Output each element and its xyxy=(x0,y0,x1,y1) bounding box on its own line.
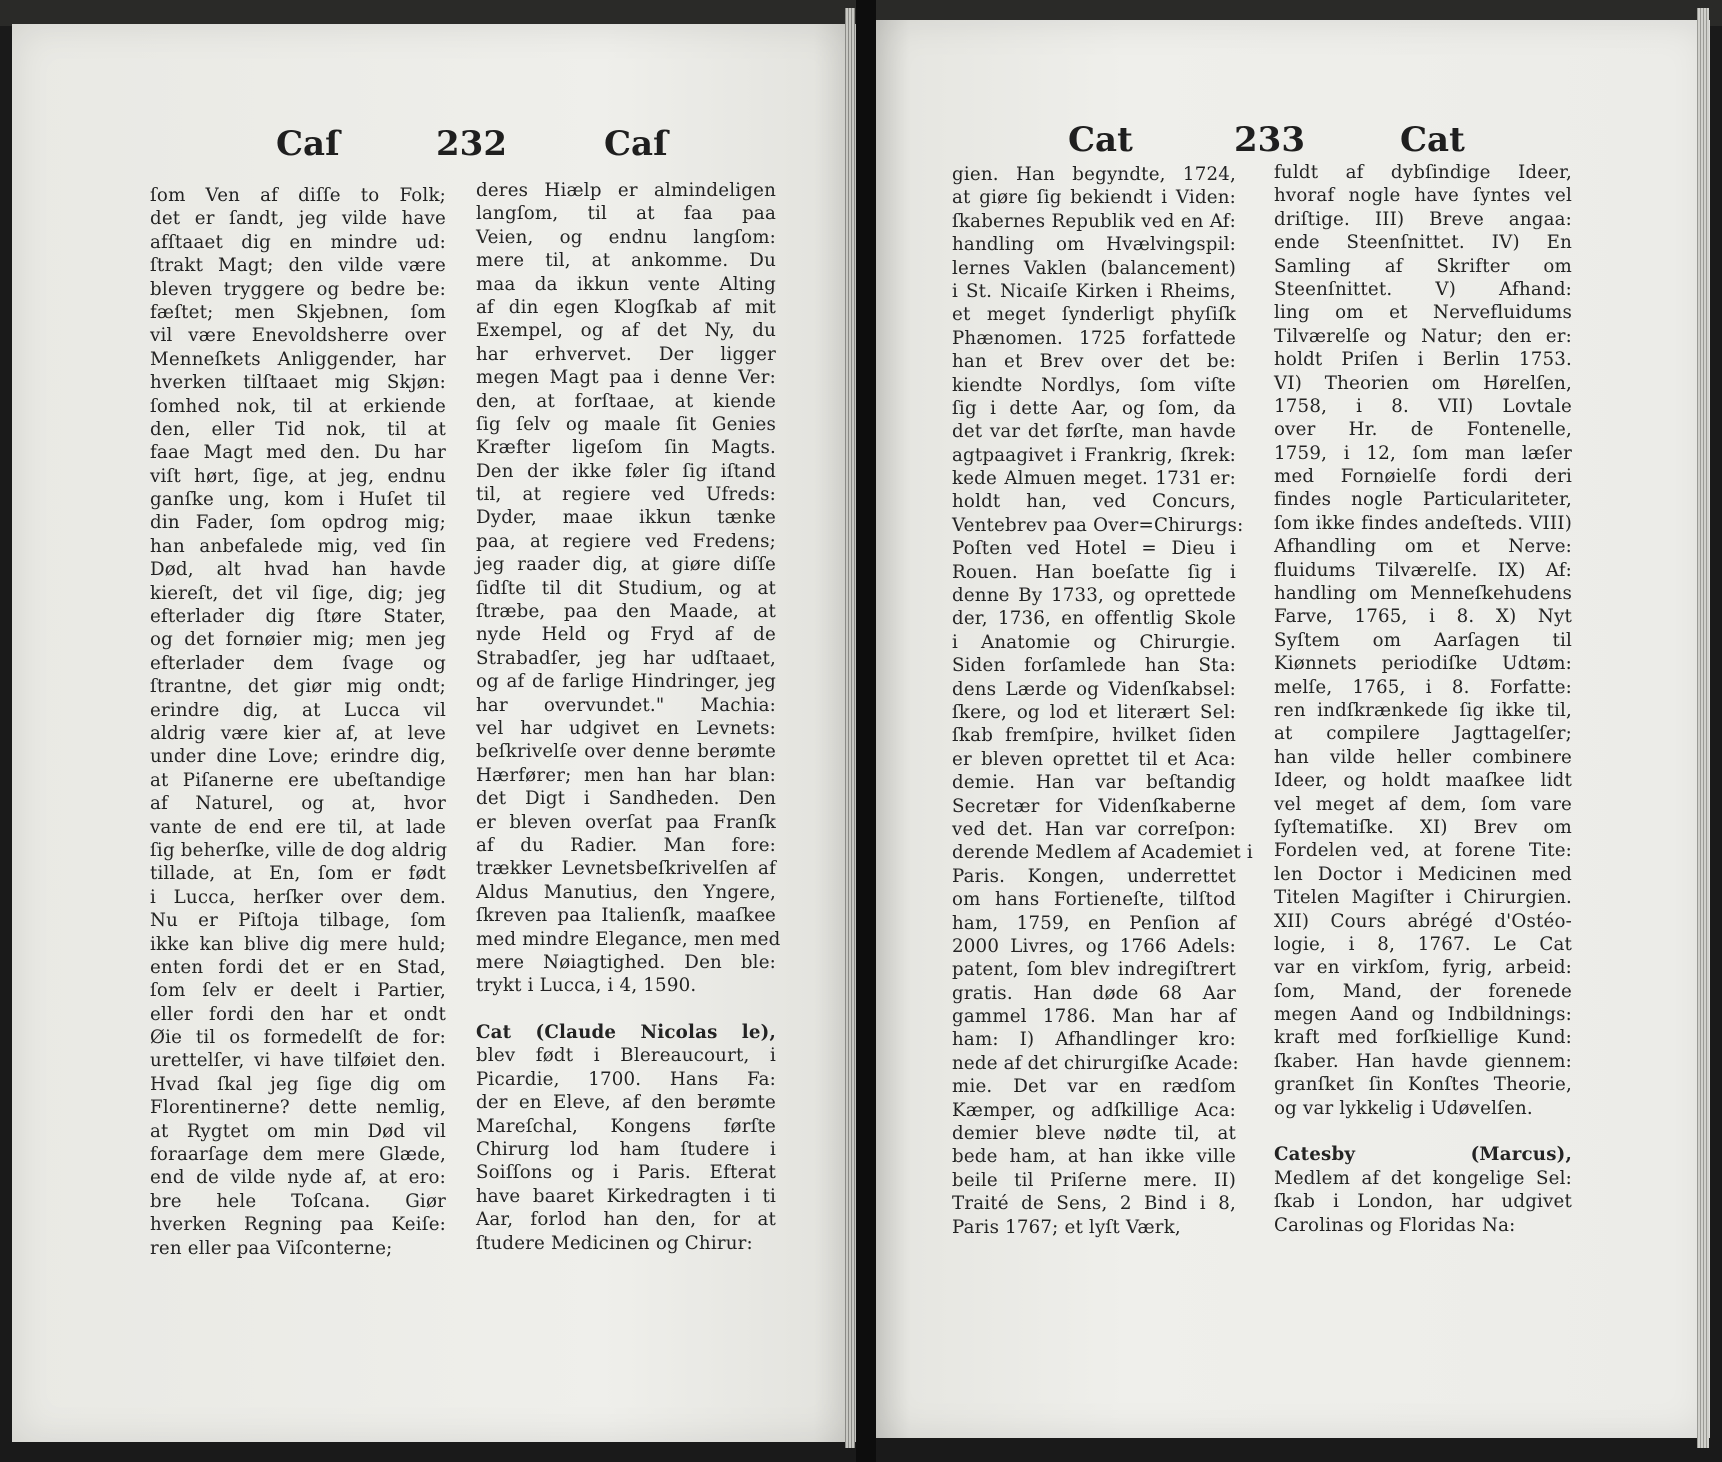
text-line: len Doctor i Medicinen med xyxy=(1274,863,1572,885)
text-line: efterlader dem ſvage og xyxy=(150,652,446,674)
text-line: er bleven oprettet til et Aca: xyxy=(952,748,1236,770)
text-line: dens Lærde og Videnſkabsel: xyxy=(952,678,1236,700)
text-line: til, at regiere ved Ufreds: xyxy=(476,484,776,506)
text-line: aldrig være kier af, at leve xyxy=(150,722,446,744)
text-line: Cat (Claude Nicolas le), xyxy=(476,1022,776,1044)
text-line: Mareſchal, Kongens førſte xyxy=(476,1115,776,1137)
text-line: granſket ſin Konſtes Theorie, xyxy=(1274,1074,1572,1096)
text-line: Hvad ſkal jeg ſige dig om xyxy=(150,1073,446,1095)
text-line: kraft med forſkiellige Kund: xyxy=(1274,1027,1572,1049)
text-line: viſt hørt, ſige, at jeg, endnu xyxy=(150,465,446,487)
text-line: bleven tryggere og bedre be: xyxy=(150,278,446,300)
blank-line xyxy=(476,998,776,1021)
text-line: om hans Fortieneſte, tilſtod xyxy=(952,889,1236,911)
text-column-1 xyxy=(952,163,1253,1239)
text-line: ſomhed nok, til at erkiende xyxy=(150,395,446,417)
text-line: ende Steenſnittet. IV) En xyxy=(1274,232,1572,254)
text-line: ved det. Han var correſpon: xyxy=(952,818,1236,840)
text-line: fluidums Tilværelſe. IX) Af: xyxy=(1274,559,1572,581)
text-line: beſkrivelſe over denne berømte xyxy=(476,741,776,763)
text-column-2 xyxy=(476,179,781,1255)
text-line: lernes Vaklen (balancement) xyxy=(952,257,1236,279)
text-line: ſkab i London, har udgivet xyxy=(1274,1191,1572,1213)
text-line: Kiønnets periodiſke Udtøm: xyxy=(1274,653,1572,675)
text-line: 1759, i 12, ſom man læſer xyxy=(1274,442,1572,464)
text-line: denne By 1733, og oprettede xyxy=(952,585,1236,607)
text-line: have baaret Kirkedragten i ti xyxy=(476,1185,776,1207)
text-line: din Fader, ſom opdrog mig; xyxy=(150,512,446,534)
running-head-left xyxy=(12,124,856,174)
text-line: beile til Priſerne mere. II) xyxy=(952,1169,1236,1191)
text-line: Soiſſons og i Paris. Efterat xyxy=(476,1162,776,1184)
text-line: har overvundet." Machia: xyxy=(476,694,776,716)
text-line: erindre dig, at Lucca vil xyxy=(150,699,446,721)
text-line: gratis. Han døde 68 Aar xyxy=(952,982,1236,1004)
text-line: Den der ikke føler ſig iſtand xyxy=(476,460,776,482)
text-line: i Anatomie og Chirurgie. xyxy=(952,631,1236,653)
text-line: ſom ikke findes andeſteds. VIII) xyxy=(1274,512,1572,534)
text-line: megen Aand og Indbildnings: xyxy=(1274,1004,1572,1026)
text-line: Samling af Skrifter om xyxy=(1274,255,1572,277)
text-line: hvoraf nogle have ſyntes vel xyxy=(1274,185,1572,207)
right-page xyxy=(876,20,1710,1438)
text-line: ſtudere Medicinen og Chirur: xyxy=(476,1232,753,1254)
text-column-1 xyxy=(150,184,446,1260)
text-line: Syſtem om Aarſagen til xyxy=(1274,629,1572,651)
text-line: ganſke ung, kom i Huſet til xyxy=(150,489,446,511)
text-line: handling om Menneſkehudens xyxy=(1274,583,1572,605)
text-line: jeg raader dig, at giøre diſſe xyxy=(476,554,776,576)
text-line: den, eller Tid nok, til at xyxy=(150,418,446,440)
text-line: hverken Regning paa Keiſe: xyxy=(150,1214,446,1236)
text-line: fæſtet; men Skjebnen, ſom xyxy=(150,301,446,323)
text-line: har erhvervet. Der ligger xyxy=(476,343,776,365)
book-gutter xyxy=(856,0,876,1462)
text-line: ren indſkrænkede ſig ikke til, xyxy=(1274,699,1572,721)
text-line: Fordelen ved, at forene Tite: xyxy=(1274,840,1572,862)
page-edges xyxy=(845,8,855,1448)
text-line: eller fordi den har et ondt xyxy=(150,1003,446,1025)
text-line: handling om Hvælvingspil: xyxy=(952,234,1236,256)
text-line: han vilde heller combinere xyxy=(1274,746,1572,768)
blank-line xyxy=(1274,1120,1572,1143)
text-line: ſom, Mand, der forenede xyxy=(1274,980,1572,1002)
page-number: 232 xyxy=(436,124,507,164)
header-word: Caſ xyxy=(276,124,340,164)
text-line: ſyſtematiſke. XI) Brev om xyxy=(1274,816,1572,838)
text-line: demie. Han var beſtandig xyxy=(952,772,1236,794)
text-line: af du Radier. Man fore: xyxy=(476,834,776,856)
text-line: han anbefalede mig, ved ſin xyxy=(150,535,446,557)
left-page xyxy=(12,24,856,1442)
text-column-2 xyxy=(1274,161,1572,1237)
text-line: tillade, at En, ſom er født xyxy=(150,863,446,885)
text-line: afſtaaet dig en mindre ud: xyxy=(150,231,446,253)
text-line: Kæmper, og adſkillige Aca: xyxy=(952,1099,1236,1121)
text-line: trækker Levnetsbeſkrivelſen af xyxy=(476,858,776,880)
text-line: Paris 1767; et lyſt Værk, xyxy=(952,1216,1181,1238)
text-line: Aldus Manutius, den Yngere, xyxy=(476,881,776,903)
text-line: vante de end ere til, at lade xyxy=(150,816,446,838)
text-line: ſig ſelv og maale ſit Genies xyxy=(476,413,776,435)
text-line: demier bleve nødte til, at xyxy=(952,1123,1236,1145)
text-line: over Hr. de Fontenelle, xyxy=(1274,419,1572,441)
text-line: megen Magt paa i denne Ver: xyxy=(476,367,776,389)
text-line: Steenſnittet. V) Afhand: xyxy=(1274,278,1572,300)
text-line: Rouen. Han boeſatte ſig i xyxy=(952,561,1236,583)
text-line: Picardie, 1700. Hans Fa: xyxy=(476,1068,776,1090)
text-line: bre hele Toſcana. Giør xyxy=(150,1190,446,1212)
text-line: mie. Det var en rædſom xyxy=(952,1076,1236,1098)
text-line: end de vilde nyde af, at ero: xyxy=(150,1167,446,1189)
text-line: nyde Held og Fryd af de xyxy=(476,624,776,646)
text-line: den, at forſtaae, at kiende xyxy=(476,390,776,412)
text-line: ſtræbe, paa den Maade, at xyxy=(476,601,776,623)
text-line: er bleven overſat paa Franſk xyxy=(476,811,776,833)
text-line: og af de farlige Hindringer, jeg xyxy=(476,671,776,693)
text-line: Poſten ved Hotel = Dieu i xyxy=(952,538,1236,560)
text-line: Florentinerne? dette nemlig, xyxy=(150,1097,446,1119)
text-line: Ideer, og holdt maaſkee lidt xyxy=(1274,770,1572,792)
text-line: bede ham, at han ikke ville xyxy=(952,1146,1236,1168)
text-line: Medlem af det kongelige Sel: xyxy=(1274,1167,1572,1189)
text-line: langſom, til at faa paa xyxy=(476,203,776,225)
text-line: og var lykkelig i Udøvelſen. xyxy=(1274,1097,1533,1119)
text-line: ſtrantne, det giør mig ondt; xyxy=(150,676,446,698)
text-line: af Naturel, og at, hvor xyxy=(150,793,446,815)
text-line: Traité de Sens, 2 Bind i 8, xyxy=(952,1193,1236,1215)
top-edge-band xyxy=(0,0,856,26)
text-line: Nu er Piſtoja tilbage, ſom xyxy=(150,910,446,932)
text-line: faae Magt med den. Du har xyxy=(150,442,446,464)
text-line: logie, i 8, 1767. Le Cat xyxy=(1274,933,1572,955)
text-line: vel har udgivet en Levnets: xyxy=(476,717,776,739)
text-line: ſkaber. Han havde giennem: xyxy=(1274,1050,1572,1072)
text-line: ren eller paa Viſconterne; xyxy=(150,1237,393,1259)
text-line: at compilere Jagttagelſer; xyxy=(1274,723,1572,745)
text-line: var en virkſom, fyrig, arbeid: xyxy=(1274,957,1572,979)
text-line: ling om et Nervefluidums xyxy=(1274,302,1572,324)
text-line: at giøre ſig bekiendt i Viden: xyxy=(952,187,1236,209)
text-line: patent, ſom blev indregiſtrert xyxy=(952,959,1236,981)
text-line: melſe, 1765, i 8. Forfatte: xyxy=(1274,676,1572,698)
text-line: med mindre Elegance, men med xyxy=(476,928,781,950)
text-line: kiendte Nordlys, ſom viſte xyxy=(952,374,1236,396)
text-line: mere til, at ankomme. Du xyxy=(476,250,776,272)
text-line: Kræfter ligeſom ſin Magts. xyxy=(476,437,776,459)
text-line: Dyder, maae ikkun tænke xyxy=(476,507,776,529)
text-line: af din egen Klogſkab af mit xyxy=(476,296,776,318)
text-line: Exempel, og af det Ny, du xyxy=(476,320,776,342)
text-line: ham: I) Afhandlinger kro: xyxy=(952,1029,1236,1051)
text-line: paa, at regiere ved Fredens; xyxy=(476,530,776,552)
text-line: det var det førſte, man havde xyxy=(952,421,1236,443)
text-line: kede Almuen meget. 1731 er: xyxy=(952,468,1236,490)
text-line: trykt i Lucca, i 4, 1590. xyxy=(476,975,697,997)
text-line: 1758, i 8. VII) Lovtale xyxy=(1274,395,1572,417)
text-line: vel meget af dem, ſom vare xyxy=(1274,793,1572,815)
text-line: Veien, og endnu langſom: xyxy=(476,226,776,248)
page-number: 233 xyxy=(1234,120,1305,160)
text-line: efterlader dig ſtøre Stater, xyxy=(150,606,446,628)
text-line: ſom ſelv er deelt i Partier, xyxy=(150,980,446,1002)
text-line: Secretær for Videnſkaberne xyxy=(952,795,1236,817)
header-word: Cat xyxy=(1400,120,1465,160)
text-line: Død, alt hvad han havde xyxy=(150,559,446,581)
text-line: med Fornøielſe fordi deri xyxy=(1274,466,1572,488)
text-line: Paris. Kongen, underrettet xyxy=(952,865,1236,887)
text-line: det er ſandt, jeg vilde have xyxy=(150,208,446,230)
text-line: VI) Theorien om Hørelſen, xyxy=(1274,372,1572,394)
text-line: ſkreven paa Italienſk, maaſkee xyxy=(476,905,776,927)
text-line: XII) Cours abrégé d'Ostéo- xyxy=(1274,910,1572,932)
text-line: Carolinas og Floridas Na: xyxy=(1274,1214,1516,1236)
text-line: under dine Love; erindre dig, xyxy=(150,746,446,768)
text-line: at Piſanerne ere ubeſtandige xyxy=(150,769,446,791)
text-line: Catesby (Marcus), xyxy=(1274,1144,1572,1166)
text-line: nede af det chirurgiſke Acade: xyxy=(952,1052,1239,1074)
text-line: ikke kan blive dig mere huld; xyxy=(150,933,446,955)
header-word: Caſ xyxy=(604,124,668,164)
text-line: maa da ikkun vente Alting xyxy=(476,273,776,295)
text-line: ſkab fremſpire, hvilket ſiden xyxy=(952,725,1236,747)
text-line: i St. Nicaiſe Kirken i Rheims, xyxy=(952,280,1236,302)
text-line: Ventebrev paa Over=Chirurgs: xyxy=(952,514,1244,536)
text-line: foraarſage dem mere Glæde, xyxy=(150,1144,446,1166)
text-line: Tilværelſe og Natur; den er: xyxy=(1274,325,1572,347)
text-line: gammel 1786. Man har af xyxy=(952,1006,1236,1028)
text-line: findes nogle Particulariteter, xyxy=(1274,489,1572,511)
text-line: ſig beherſke, ville de dog aldrig xyxy=(150,839,448,861)
text-line: deres Hiælp er almindeligen xyxy=(476,180,776,201)
text-line: i Lucca, herſker over dem. xyxy=(150,886,446,908)
text-line: og det fornøier mig; men jeg xyxy=(150,629,446,651)
header-word: Cat xyxy=(1068,120,1133,160)
text-line: ſkabernes Republik ved en Af: xyxy=(952,210,1236,232)
text-line: holdt han, ved Concurs, xyxy=(952,491,1236,513)
text-line: urettelſer, vi have tilføiet den. xyxy=(150,1050,446,1072)
text-line: Phænomen. 1725 forfattede xyxy=(952,327,1236,349)
text-line: holdt Priſen i Berlin 1753. xyxy=(1274,349,1572,371)
text-line: driſtige. III) Breve angaa: xyxy=(1274,208,1572,230)
text-line: ſtrakt Magt; den vilde være xyxy=(150,255,446,277)
text-line: Afhandling om et Nerve: xyxy=(1274,536,1572,558)
text-line: Strabadſer, jeg har udſtaaet, xyxy=(476,647,776,669)
text-line: Titelen Magiſter i Chirurgien. xyxy=(1274,887,1572,909)
text-line: han et Brev over det be: xyxy=(952,351,1236,373)
text-line: ſig i dette Aar, og ſom, da xyxy=(952,397,1236,419)
text-line: Menneſkets Anliggender, har xyxy=(150,348,446,370)
text-line: Hærfører; men han har blan: xyxy=(476,764,776,786)
text-line: det Digt i Sandheden. Den xyxy=(476,788,776,810)
text-line: vil være Enevoldsherre over xyxy=(150,325,446,347)
text-line: gien. Han begyndte, 1724, xyxy=(952,164,1236,185)
text-line: hverken tilſtaaet mig Skjøn: xyxy=(150,372,446,394)
text-line: agtpaagivet i Frankrig, ſkrek: xyxy=(952,444,1236,466)
text-line: mere Nøiagtighed. Den ble: xyxy=(476,951,776,973)
text-line: kiereſt, det vil ſige, dig; jeg xyxy=(150,582,446,604)
text-line: Siden forſamlede han Sta: xyxy=(952,655,1236,677)
text-line: fuldt af dybſindige Ideer, xyxy=(1274,162,1572,183)
page-edges xyxy=(1697,8,1709,1448)
text-line: enten fordi det er en Stad, xyxy=(150,956,446,978)
text-line: Øie til os formedelſt de for: xyxy=(150,1027,446,1049)
text-line: 2000 Livres, og 1766 Adels: xyxy=(952,935,1236,957)
text-line: et meget ſynderligt phyſiſk xyxy=(952,304,1236,326)
text-line: ſkere, og lod et literært Sel: xyxy=(952,701,1236,723)
text-line: derende Medlem af Academiet i xyxy=(952,842,1253,864)
text-line: blev født i Blereaucourt, i xyxy=(476,1045,776,1067)
text-line: Farve, 1765, i 8. X) Nyt xyxy=(1274,606,1572,628)
text-line: Chirurg lod ham ſtudere i xyxy=(476,1139,776,1161)
text-line: der en Eleve, af den berømte xyxy=(476,1092,776,1114)
text-line: ſidſte til dit Studium, og at xyxy=(476,577,776,599)
text-line: at Rygtet om min Død vil xyxy=(150,1120,446,1142)
text-line: ſom Ven af diſſe to Folk; xyxy=(150,185,446,206)
text-line: Aar, forlod han den, for at xyxy=(476,1209,776,1231)
text-line: der, 1736, en offentlig Skole xyxy=(952,608,1236,630)
text-line: ham, 1759, en Penſion af xyxy=(952,912,1236,934)
